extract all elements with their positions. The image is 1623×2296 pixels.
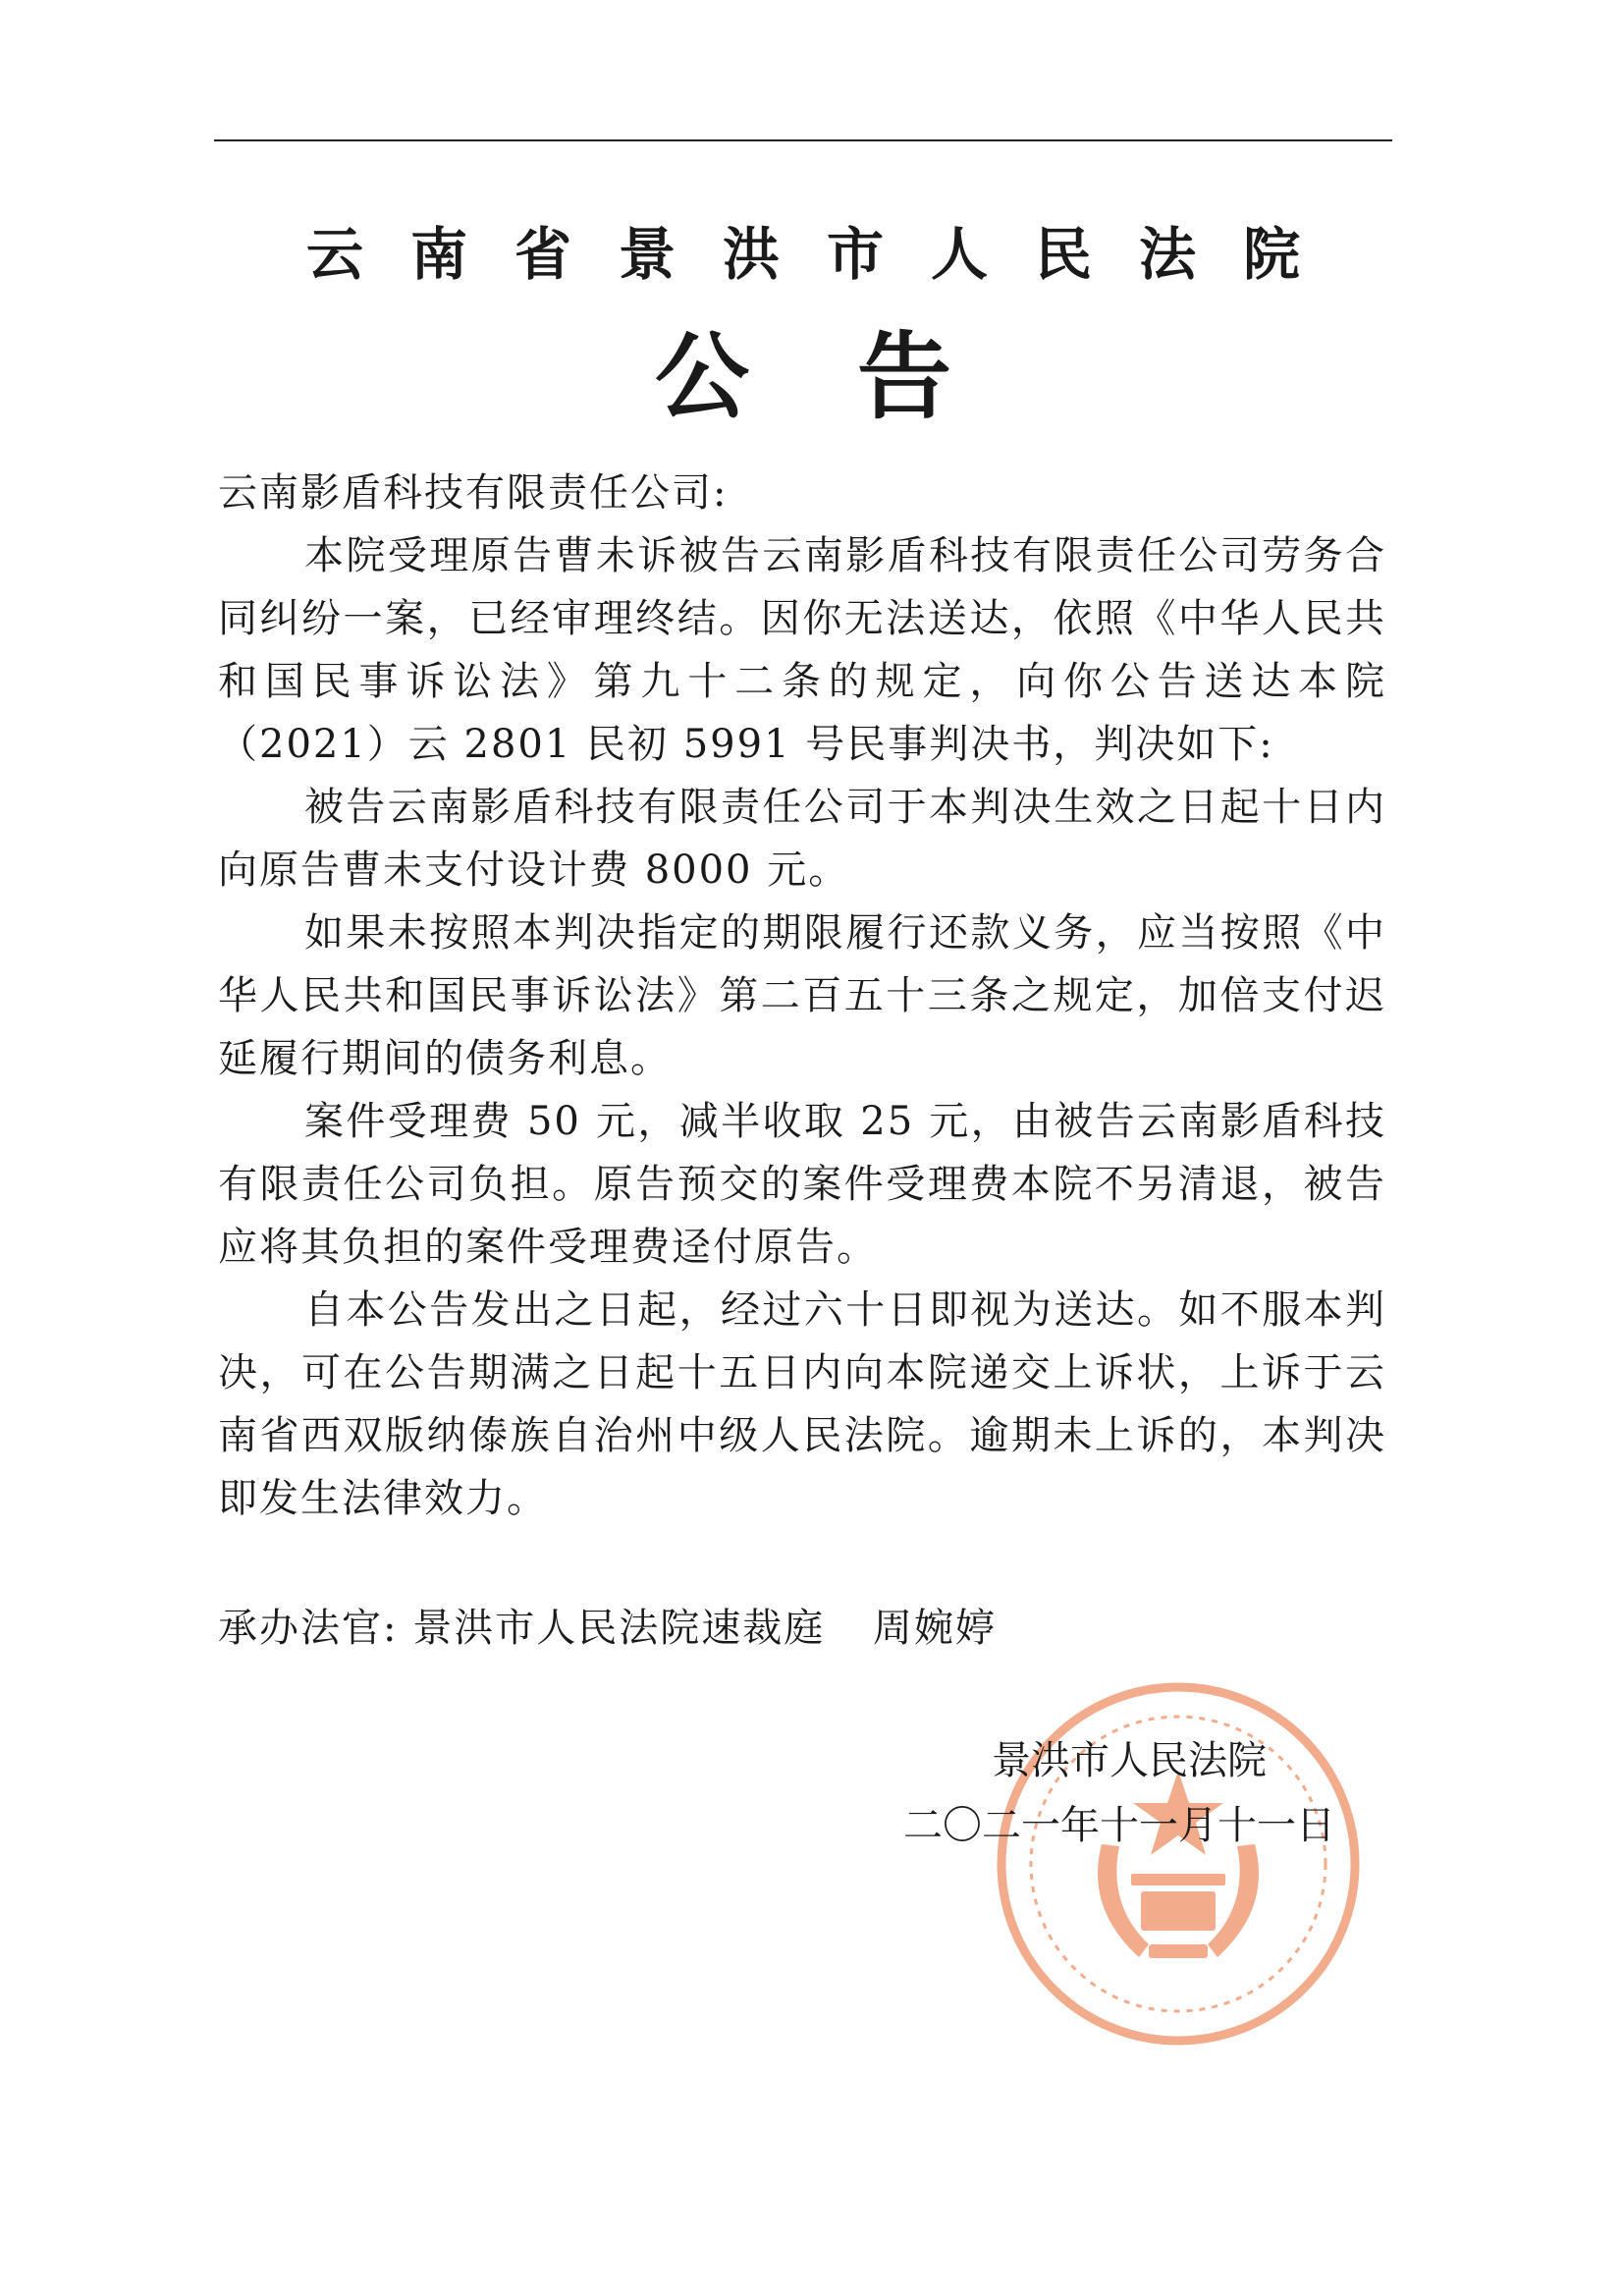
judge-department: 景洪市人民法院速裁庭 [412, 1606, 826, 1651]
paragraph: 被告云南影盾科技有限责任公司于本判决生效之日起十日内向原告曹未支付设计费 8000 元。 [218, 785, 1386, 893]
judge-line [218, 1597, 1386, 1660]
signoff [884, 1728, 1394, 1858]
court-title: 云南省景洪市人民法院 [305, 221, 1347, 288]
notice-title: 公告 [655, 322, 1059, 432]
paragraph: 本院受理原告曹未诉被告云南影盾科技有限责任公司劳务合同纠纷一案，已经审理终结。因你无法送达，依照《中华人民共和国民事诉讼法》第九十二条的规定，向你公告送达本院（2021）云 2801 民初 5991 号民事判决书，判决如下: [218, 533, 1386, 767]
judge-label: 承办法官: [218, 1606, 399, 1651]
paragraph: 自本公告发出之日起，经过六十日即视为送达。如不服本判决，可在公告期满之日起十五日内向本院递交上诉状，上诉于云南省西双版纳傣族自治州中级人民法院。逾期未上诉的，本判决即发生法律效力。 [218, 1287, 1386, 1521]
judge-name: 周婉婷 [872, 1606, 997, 1651]
notice-body [218, 462, 1386, 1530]
header-rule [214, 139, 1392, 141]
signoff-court: 景洪市人民法院 [992, 1738, 1267, 1783]
addressee: 云南影盾科技有限责任公司: [218, 470, 729, 516]
signoff-date: 二〇二一年十一月十一日 [903, 1803, 1335, 1848]
paragraph: 如果未按照本判决指定的期限履行还款义务，应当按照《中华人民共和国民事诉讼法》第二百五十三条之规定，加倍支付迟延履行期间的债务利息。 [218, 910, 1386, 1081]
paragraph: 案件受理费 50 元，减半收取 25 元，由被告云南影盾科技有限责任公司负担。原告预交的案件受理费本院不另清退，被告应将其负担的案件受理费迳付原告。 [218, 1099, 1386, 1270]
